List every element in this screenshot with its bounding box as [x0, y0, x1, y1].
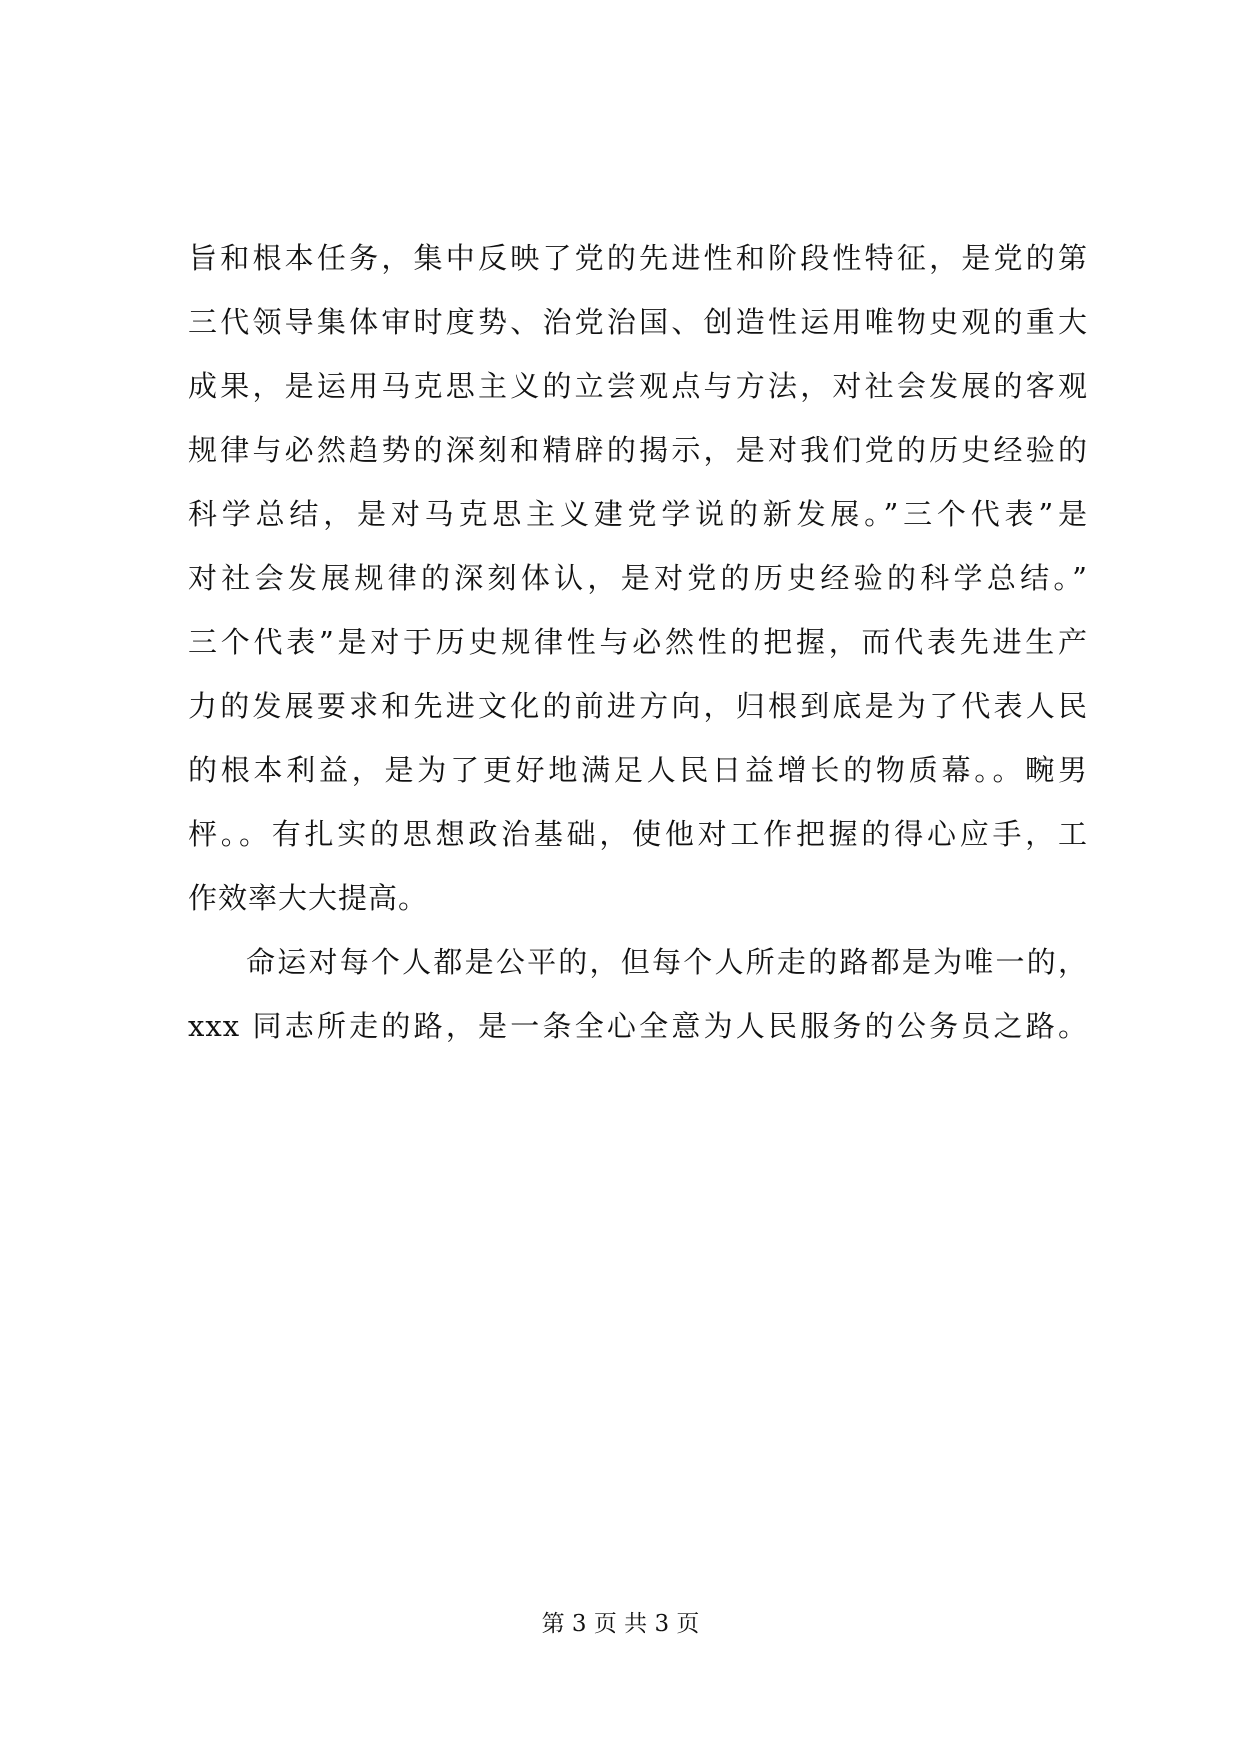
paragraph-1 [188, 226, 1088, 930]
document-body [188, 226, 1088, 1058]
text-line: 力的发展要求和先进文化的前进方向，归根到底是为了代表人民 [188, 689, 1088, 723]
text-line: 三代领导集体审时度势、治党治国、创造性运用唯物史观的重大 [188, 305, 1088, 339]
page-number: 第 3 页 共 3 页 [541, 1611, 700, 1637]
text-line: 对社会发展规律的深刻体认，是对党的历史经验的科学总结。” [188, 561, 1088, 595]
text-line: 的根本利益，是为了更好地满足人民日益增长的物质幕。。畹男 [188, 753, 1088, 787]
paragraph-2 [188, 930, 1088, 1058]
text-line: 旨和根本任务，集中反映了党的先进性和阶段性特征，是党的第 [188, 241, 1088, 275]
text-line: xxx 同志所走的路，是一条全心全意为人民服务的公务员之路。 [188, 1009, 1088, 1043]
text-line: 三个代表”是对于历史规律性与必然性的把握，而代表先进生产 [188, 625, 1088, 659]
text-line: 作效率大大提高。 [188, 881, 429, 915]
text-line: 命运对每个人都是公平的，但每个人所走的路都是为唯一的， [246, 945, 1088, 979]
text-line: 规律与必然趋势的深刻和精辟的揭示，是对我们党的历史经验的 [188, 433, 1088, 467]
text-line: 科学总结，是对马克思主义建党学说的新发展。”三个代表”是 [188, 497, 1088, 531]
text-line: 成果，是运用马克思主义的立尝观点与方法，对社会发展的客观 [188, 369, 1088, 403]
page-footer [0, 1610, 1241, 1638]
text-line: 枰。。有扎实的思想政治基础，使他对工作把握的得心应手，工 [188, 817, 1088, 851]
